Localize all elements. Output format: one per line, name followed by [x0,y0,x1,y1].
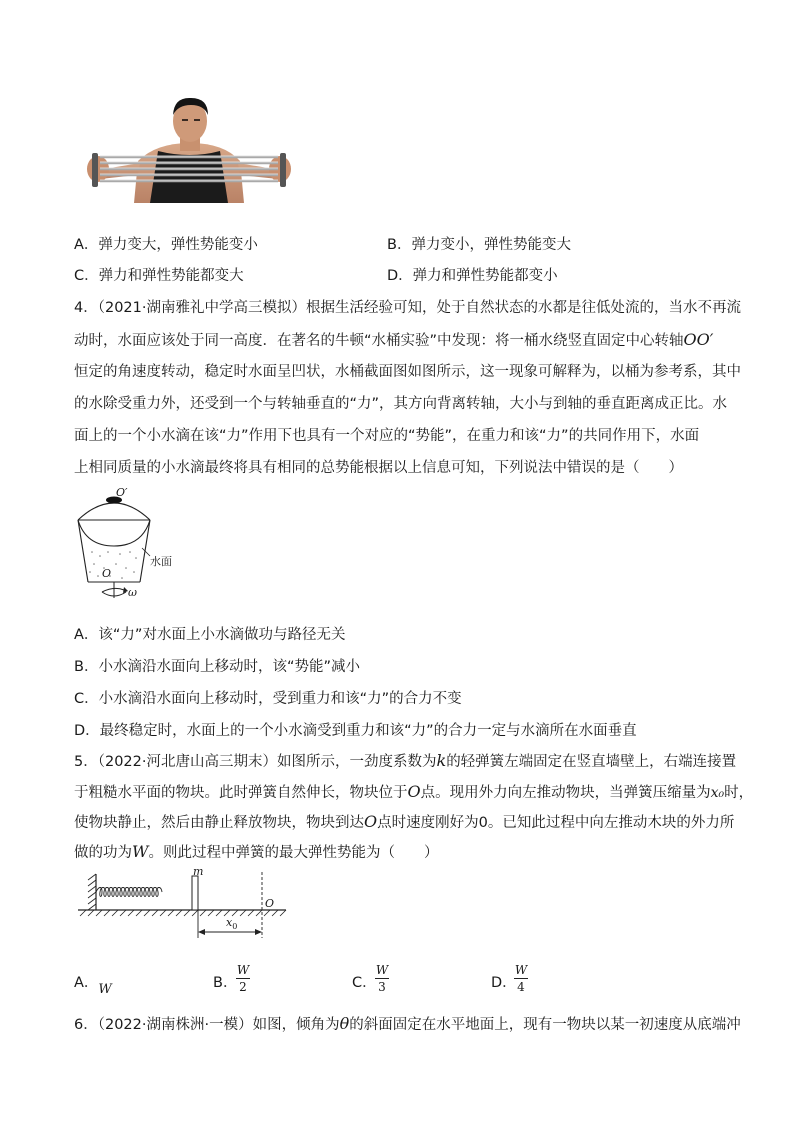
mass-label: m [193,865,204,878]
x0-label-sub: 0 [232,922,238,932]
q5-w: W [132,842,149,861]
q4-line-2 [74,330,713,351]
q5-option-b-fraction [236,963,250,994]
q5-option-b[interactable] [213,973,237,993]
q5-option-d[interactable] [491,973,517,993]
q5-line-1b: 的轻弹簧左端固定在竖直墙壁上，右端连接置 [446,754,737,770]
q5-line-2 [74,782,753,803]
q4-line-5: 面上的一个小水滴在该“力”作用下也具有一个对应的“势能”，在重力和该“力”的共同作用下，水面 [74,428,700,444]
q4-axis-symbol: OO′ [683,330,714,349]
q5-o: O [407,782,421,801]
q5-option-b-num: W [236,963,250,977]
q3-option-c[interactable]: C．弹力和弹性势能都变大 [74,268,244,284]
q4-line-6: 上相同质量的小水滴最终将具有相同的总势能根据以上信息可知，下列说法中错误的是（ ） [74,460,683,476]
q5-line-3 [74,812,734,833]
q5-line-3b: 点时速度刚好为0。已知此过程中向左推动木块的外力所 [377,815,735,831]
q5-option-b-label: B． [213,975,238,991]
q4-option-c[interactable]: C．小水滴沿水面向上移动时，受到重力和该“力”的合力不变 [74,691,462,707]
q5-o-2: O [364,812,378,831]
q5-option-c-fraction [375,963,389,994]
spring-block-diagram [74,866,294,942]
q5-option-c-num: W [375,963,389,977]
q5-option-c[interactable] [352,973,377,993]
q5-option-a-label: A． [74,975,99,991]
q6-line-1 [74,1014,741,1035]
q5-option-b-den: 2 [239,980,247,994]
q5-option-a-value: W [98,982,112,997]
q5-line-4b: 。则此过程中弹簧的最大弹性势能为（ ） [148,845,439,861]
q4-option-d[interactable]: D．最终稳定时，水面上的一个小水滴受到重力和该“力”的合力一定与水滴所在水面垂直 [74,723,637,739]
omega-label: ω [128,586,137,599]
bucket-top-label: O′ [116,486,128,499]
q5-option-d-num: W [514,963,528,977]
q5-line-2a: 于粗糙水平面的物块。此时弹簧自然伸长，物块位于 [74,785,408,801]
q4-option-a[interactable]: A．该“力”对水面上小水滴做功与路径无关 [74,627,346,643]
q5-option-a[interactable] [74,973,112,997]
q6-line-1b: 的斜面固定在水平地面上，现有一物块以某一初速度从底端冲 [349,1017,741,1033]
q4-option-b[interactable]: B．小水滴沿水面向上移动时，该“势能”减小 [74,659,360,675]
chest-expander-photo [78,93,296,203]
q5-line-4a: 做的功为 [74,845,132,861]
q5-line-3a: 使物块静止，然后由静止释放物块，物块到达 [74,815,364,831]
q3-option-b[interactable]: B．弹力变小，弹性势能变大 [387,237,571,253]
q4-line-4: 的水除受重力外，还受到一个与转轴垂直的“力”，其方向背离转轴，大小与到轴的垂直距离成正比。水 [74,396,728,412]
q5-option-c-label: C． [352,975,377,991]
q5-k: k [436,751,447,770]
q4-line-1: 4．（2021·湖南雅礼中学高三模拟）根据生活经验可知，处于自然状态的水都是往低处流的，当水不再流 [74,300,741,316]
q5-option-c-den: 3 [378,980,386,994]
q5-option-d-fraction [514,963,528,994]
q5-option-d-label: D． [491,975,517,991]
water-surface-label: 水面 [150,555,172,568]
q5-option-d-den: 4 [517,980,525,994]
origin-label: O [265,897,275,910]
q4-line-2-text: 动时，水面应该处于同一高度．在著名的牛顿“水桶实验”中发现：将一桶水绕竖直固定中心转轴 [74,333,684,349]
q6-line-1a: 6．（2022·湖南株洲·一模）如图，倾角为 [74,1017,340,1033]
q5-line-1 [74,751,736,772]
q5-line-2c: 时， [724,785,754,801]
x0-label [226,916,237,931]
q3-option-a[interactable]: A．弹力变大，弹性势能变小 [74,237,258,253]
q4-line-3: 恒定的角速度转动，稳定时水面呈凹状，水桶截面图如图所示，这一现象可解释为，以桶为参考系，其中 [74,364,741,380]
q3-option-d[interactable]: D．弹力和弹性势能都变小 [387,268,558,284]
q5-line-4 [74,842,438,863]
bucket-bottom-label: O [102,567,112,580]
q5-line-2b: 点。现用外力向左推动物块，当弹簧压缩量为 [420,785,711,801]
q5-line-1a: 5．（2022·河北唐山高三期末）如图所示，一劲度系数为 [74,754,437,770]
q5-x0: x₀ [710,785,725,801]
q6-theta: θ [339,1014,350,1033]
x0-label-x: x [226,916,233,929]
